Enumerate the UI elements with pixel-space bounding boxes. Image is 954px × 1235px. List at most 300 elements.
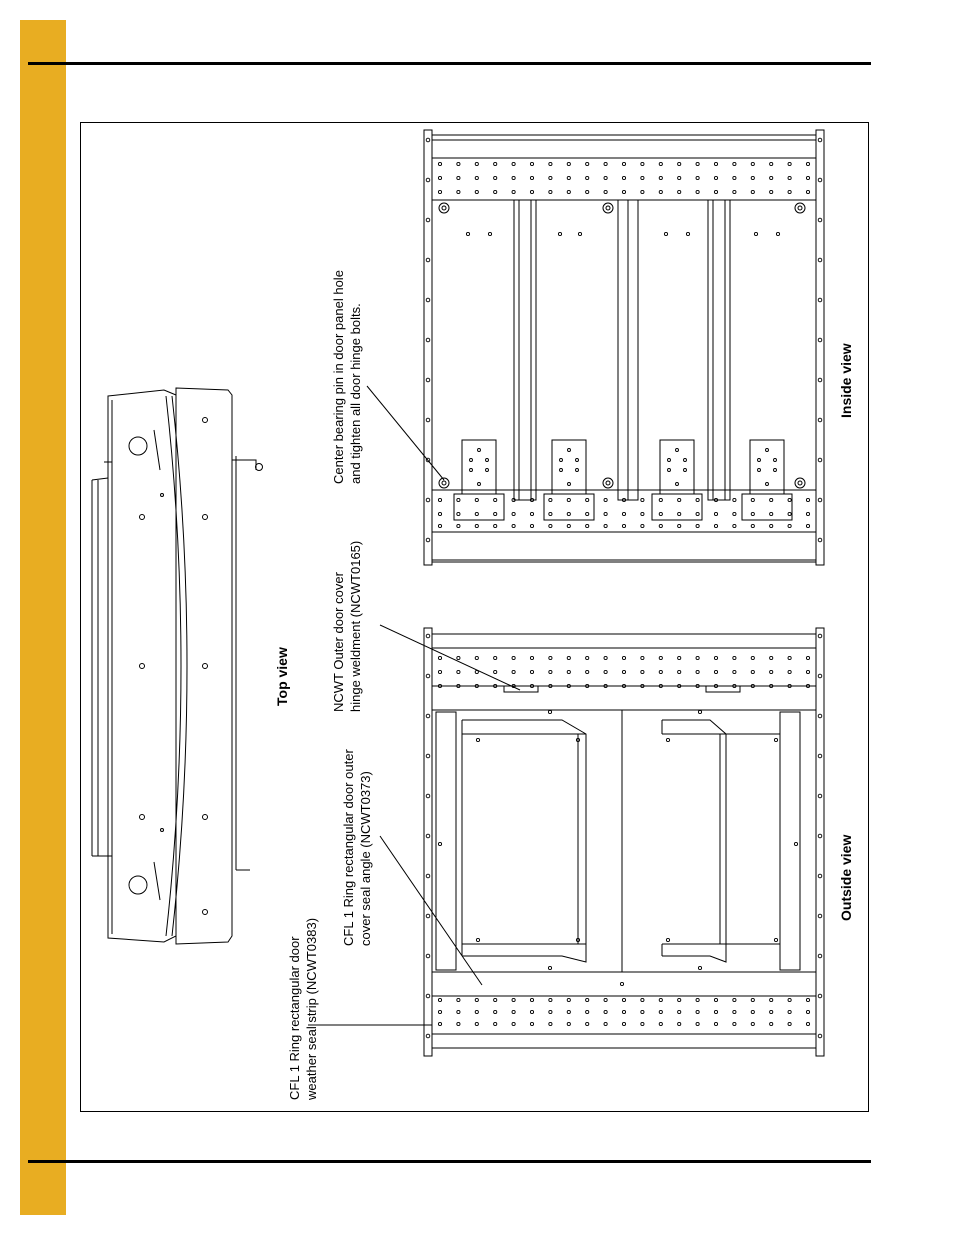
bolt-hole (475, 1010, 478, 1013)
bolt-hole (622, 1022, 625, 1025)
bolt-hole (818, 458, 822, 462)
bolt-hole (586, 1022, 589, 1025)
bolt-hole (604, 512, 607, 515)
bolt-hole (774, 738, 777, 741)
bolt-hole (659, 1022, 662, 1025)
bolt-hole (549, 162, 552, 165)
bolt-hole (806, 656, 809, 659)
outside-view-label: Outside view (838, 834, 854, 921)
bolt-hole (714, 162, 717, 165)
bolt-hole (558, 232, 561, 235)
bolt-hole (806, 524, 809, 527)
bolt-hole (684, 469, 687, 472)
bolt-hole (426, 914, 430, 918)
bolt-hole (604, 162, 607, 165)
bolt-hole (766, 449, 769, 452)
bolt-hole (641, 1010, 644, 1013)
bolt-hole (696, 524, 699, 527)
bolt-hole (426, 218, 430, 222)
bolt-hole (438, 1022, 441, 1025)
bolt-hole (548, 966, 551, 969)
bolt-hole (457, 670, 460, 673)
bolt-hole (659, 190, 662, 193)
bolt-hole (659, 162, 662, 165)
bolt-hole (659, 512, 662, 515)
bolt-hole (733, 162, 736, 165)
bolt-hole (494, 512, 497, 515)
bolt-hole (475, 190, 478, 193)
bolt-hole (770, 670, 773, 673)
bolt-hole (576, 469, 579, 472)
bolt-hole (818, 138, 822, 142)
bolt-hole (641, 498, 644, 501)
bolt-hole (641, 1022, 644, 1025)
bolt-hole (457, 190, 460, 193)
bolt-hole (678, 524, 681, 527)
bolt-hole (586, 498, 589, 501)
bolt-hole (678, 512, 681, 515)
bolt-hole (426, 834, 430, 838)
bolt-hole (567, 998, 570, 1001)
bolt-hole (457, 162, 460, 165)
bolt-hole (604, 1010, 607, 1013)
bolt-hole (478, 483, 481, 486)
bolt-hole (586, 670, 589, 673)
bolt-hole (733, 656, 736, 659)
bolt-hole (641, 998, 644, 1001)
bolt-hole (818, 1034, 822, 1038)
bolt-hole (788, 998, 791, 1001)
bolt-hole (549, 498, 552, 501)
bolt-hole (678, 1010, 681, 1013)
bolt-hole (438, 524, 441, 527)
bolt-hole (475, 162, 478, 165)
bolt-hole (604, 670, 607, 673)
bolt-hole (696, 190, 699, 193)
bolt-hole (622, 670, 625, 673)
bolt-hole (664, 232, 667, 235)
bolt-hole (586, 176, 589, 179)
bolt-hole (770, 498, 773, 501)
bolt-hole (512, 1022, 515, 1025)
bolt-hole (818, 338, 822, 342)
bolt-hole (486, 469, 489, 472)
bolt-hole (426, 874, 430, 878)
bolt-hole (426, 954, 430, 958)
bolt-hole (475, 656, 478, 659)
bolt-hole (806, 1022, 809, 1025)
bolt-hole (818, 954, 822, 958)
bolt-hole (475, 998, 478, 1001)
bolt-hole (714, 512, 717, 515)
bolt-hole (818, 914, 822, 918)
bolt-hole (696, 512, 699, 515)
bolt-hole (494, 162, 497, 165)
bolt-hole (567, 656, 570, 659)
bolt-hole (766, 483, 769, 486)
bolt-hole (733, 1022, 736, 1025)
bolt-hole (676, 483, 679, 486)
bolt-hole (426, 338, 430, 342)
bolt-hole (774, 469, 777, 472)
bolt-hole (714, 1022, 717, 1025)
bolt-hole (426, 178, 430, 182)
bolt-hole (576, 459, 579, 462)
bolt-hole (733, 176, 736, 179)
bolt-hole (733, 190, 736, 193)
bolt-hole (548, 710, 551, 713)
bolt-hole (788, 656, 791, 659)
bolt-hole (788, 190, 791, 193)
bolt-hole (512, 190, 515, 193)
bolt-hole (678, 176, 681, 179)
bolt-hole (478, 449, 481, 452)
bolt-hole (457, 524, 460, 527)
bolt-hole (659, 524, 662, 527)
bolt-hole (494, 176, 497, 179)
bolt-hole (530, 162, 533, 165)
bolt-hole (696, 162, 699, 165)
bolt-hole (770, 656, 773, 659)
bolt-hole (818, 794, 822, 798)
bolt-hole (512, 998, 515, 1001)
bolt-hole (512, 524, 515, 527)
bolt-hole (818, 634, 822, 638)
bolt-hole (696, 1010, 699, 1013)
bolt-hole (678, 998, 681, 1001)
bolt-hole (696, 998, 699, 1001)
bolt-hole (438, 162, 441, 165)
bolt-hole (549, 1022, 552, 1025)
bolt-hole (788, 498, 791, 501)
bolt-hole (806, 190, 809, 193)
bolt-hole (426, 538, 430, 542)
bolt-hole (494, 1010, 497, 1013)
bolt-hole (714, 524, 717, 527)
bolt-hole (714, 998, 717, 1001)
bolt-hole (457, 1010, 460, 1013)
bolt-hole (666, 938, 669, 941)
bolt-hole (696, 1022, 699, 1025)
bolt-hole (426, 418, 430, 422)
bolt-hole (659, 176, 662, 179)
bolt-hole (806, 512, 809, 515)
bolt-hole (475, 524, 478, 527)
bolt-hole (770, 176, 773, 179)
bolt-hole (470, 459, 473, 462)
bolt-hole (549, 176, 552, 179)
bolt-hole (770, 512, 773, 515)
bolt-hole (586, 656, 589, 659)
bolt-hole (530, 998, 533, 1001)
bolt-hole (733, 498, 736, 501)
bolt-hole (751, 1010, 754, 1013)
bolt-hole (604, 1022, 607, 1025)
bolt-hole (806, 498, 809, 501)
bolt-hole (567, 1022, 570, 1025)
bolt-hole (560, 459, 563, 462)
bolt-hole (494, 498, 497, 501)
bolt-hole (788, 162, 791, 165)
bolt-hole (622, 656, 625, 659)
bolt-hole (567, 524, 570, 527)
bolt-hole (818, 178, 822, 182)
bolt-hole (806, 1010, 809, 1013)
bolt-hole (686, 232, 689, 235)
bolt-hole (770, 998, 773, 1001)
bolt-hole (659, 998, 662, 1001)
bolt-hole (770, 1010, 773, 1013)
bolt-hole (770, 1022, 773, 1025)
bolt-hole (641, 656, 644, 659)
bolt-hole (549, 670, 552, 673)
bolt-hole (567, 512, 570, 515)
bolt-hole (426, 378, 430, 382)
bolt-hole (696, 176, 699, 179)
bolt-hole (818, 714, 822, 718)
bolt-hole (659, 498, 662, 501)
outside-view-drawing (424, 628, 824, 1056)
bolt-hole (678, 190, 681, 193)
bolt-hole (733, 524, 736, 527)
bolt-hole (475, 1022, 478, 1025)
inside-view-drawing (424, 130, 824, 565)
bolt-hole (751, 162, 754, 165)
bolt-hole (426, 714, 430, 718)
bolt-hole (806, 998, 809, 1001)
bolt-hole (438, 1010, 441, 1013)
bolt-hole (426, 1034, 430, 1038)
bolt-hole (666, 738, 669, 741)
bolt-hole (426, 794, 430, 798)
bolt-hole (438, 498, 441, 501)
bolt-hole (733, 998, 736, 1001)
bolt-hole (438, 656, 441, 659)
bolt-hole (567, 670, 570, 673)
bolt-hole (806, 162, 809, 165)
bolt-hole (475, 670, 478, 673)
bolt-hole (586, 162, 589, 165)
bolt-hole (438, 190, 441, 193)
bolt-hole (426, 298, 430, 302)
bolt-hole (733, 1010, 736, 1013)
bolt-hole (818, 674, 822, 678)
bolt-hole (622, 190, 625, 193)
bolt-hole (457, 512, 460, 515)
bolt-hole (567, 190, 570, 193)
bolt-hole (530, 512, 533, 515)
bolt-hole (438, 670, 441, 673)
bolt-hole (678, 498, 681, 501)
bolt-hole (604, 176, 607, 179)
bolt-hole (494, 998, 497, 1001)
bolt-hole (494, 656, 497, 659)
bolt-hole (578, 232, 581, 235)
bolt-hole (530, 1010, 533, 1013)
bolt-hole (818, 298, 822, 302)
bolt-hole (818, 874, 822, 878)
bolt-hole (641, 670, 644, 673)
bolt-hole (620, 982, 623, 985)
bolt-hole (684, 459, 687, 462)
bolt-hole (567, 498, 570, 501)
bolt-hole (641, 524, 644, 527)
top-view-label: Top view (274, 647, 290, 706)
bolt-hole (696, 656, 699, 659)
bolt-hole (698, 966, 701, 969)
bolt-hole (457, 998, 460, 1001)
bolt-hole (659, 656, 662, 659)
bolt-hole (438, 842, 441, 845)
bolt-hole (530, 190, 533, 193)
bolt-hole (549, 656, 552, 659)
bolt-hole (698, 710, 701, 713)
bearing-pin-callout: Center bearing pin in door panel hole and tighten all door hinge bolts. (331, 270, 363, 484)
bolt-hole (678, 670, 681, 673)
bolt-hole (818, 538, 822, 542)
bolt-hole (678, 162, 681, 165)
bolt-hole (641, 190, 644, 193)
bolt-hole (426, 674, 430, 678)
bolt-hole (751, 998, 754, 1001)
bolt-hole (549, 998, 552, 1001)
bolt-hole (586, 1010, 589, 1013)
bolt-hole (457, 1022, 460, 1025)
bolt-hole (512, 512, 515, 515)
bolt-hole (751, 176, 754, 179)
bolt-hole (751, 498, 754, 501)
bolt-hole (622, 176, 625, 179)
bolt-hole (758, 469, 761, 472)
bolt-hole (788, 1022, 791, 1025)
bolt-hole (426, 258, 430, 262)
bolt-hole (806, 176, 809, 179)
bolt-hole (818, 754, 822, 758)
bolt-hole (604, 656, 607, 659)
seal-angle-callout: CFL 1 Ring rectangular door outer cover seal angle (NCWT0373) (341, 749, 373, 946)
bolt-hole (476, 738, 479, 741)
bolt-hole (788, 1010, 791, 1013)
bolt-hole (530, 176, 533, 179)
bolt-hole (512, 176, 515, 179)
bolt-hole (770, 524, 773, 527)
bolt-hole (818, 258, 822, 262)
bolt-hole (426, 138, 430, 142)
bolt-hole (806, 670, 809, 673)
bolt-hole (622, 998, 625, 1001)
bolt-hole (475, 176, 478, 179)
bolt-hole (568, 483, 571, 486)
bolt-hole (567, 176, 570, 179)
bolt-hole (426, 994, 430, 998)
bolt-hole (494, 1022, 497, 1025)
bolt-hole (568, 449, 571, 452)
bolt-hole (714, 190, 717, 193)
bolt-hole (494, 670, 497, 673)
bolt-hole (549, 1010, 552, 1013)
bolt-hole (641, 512, 644, 515)
bolt-hole (788, 670, 791, 673)
bolt-hole (758, 459, 761, 462)
top-view-drawing (92, 388, 263, 944)
bolt-hole (488, 232, 491, 235)
bolt-hole (788, 524, 791, 527)
bolt-hole (457, 656, 460, 659)
bolt-hole (622, 512, 625, 515)
bolt-hole (486, 459, 489, 462)
bolt-hole (676, 449, 679, 452)
bolt-hole (641, 176, 644, 179)
hinge-weldment-callout: NCWT Outer door cover hinge weldment (NCWT0165) (331, 540, 363, 712)
bolt-holes (426, 138, 822, 1038)
bolt-hole (475, 498, 478, 501)
bolt-hole (659, 670, 662, 673)
bolt-hole (567, 162, 570, 165)
bolt-hole (754, 232, 757, 235)
bolt-hole (776, 232, 779, 235)
bolt-hole (457, 498, 460, 501)
bolt-hole (586, 524, 589, 527)
bolt-hole (457, 176, 460, 179)
bolt-hole (438, 176, 441, 179)
bolt-hole (512, 670, 515, 673)
bolt-hole (696, 498, 699, 501)
bolt-hole (751, 524, 754, 527)
bolt-hole (751, 670, 754, 673)
bolt-hole (530, 524, 533, 527)
bolt-hole (774, 938, 777, 941)
bolt-hole (604, 998, 607, 1001)
bolt-hole (530, 1022, 533, 1025)
bolt-hole (512, 656, 515, 659)
bolt-hole (604, 190, 607, 193)
bolt-hole (733, 670, 736, 673)
bolt-hole (751, 656, 754, 659)
bolt-hole (774, 459, 777, 462)
bolt-hole (696, 670, 699, 673)
bolt-hole (512, 162, 515, 165)
bolt-hole (530, 670, 533, 673)
bolt-hole (466, 232, 469, 235)
bolt-hole (470, 469, 473, 472)
bolt-hole (567, 1010, 570, 1013)
bolt-hole (714, 656, 717, 659)
bolt-hole (622, 162, 625, 165)
bolt-hole (788, 176, 791, 179)
bolt-hole (476, 938, 479, 941)
bolt-hole (475, 512, 478, 515)
bolt-hole (714, 176, 717, 179)
bolt-hole (751, 1022, 754, 1025)
bolt-hole (751, 190, 754, 193)
bolt-hole (530, 656, 533, 659)
bolt-hole (494, 190, 497, 193)
bolt-hole (426, 634, 430, 638)
bolt-hole (794, 842, 797, 845)
bolt-hole (512, 1010, 515, 1013)
bolt-hole (770, 190, 773, 193)
bolt-hole (586, 998, 589, 1001)
bolt-hole (494, 524, 497, 527)
bolt-hole (659, 1010, 662, 1013)
bolt-hole (818, 418, 822, 422)
bolt-hole (714, 1010, 717, 1013)
bolt-hole (622, 1010, 625, 1013)
bolt-hole (560, 469, 563, 472)
bolt-hole (818, 378, 822, 382)
bolt-hole (622, 524, 625, 527)
bolt-hole (818, 994, 822, 998)
